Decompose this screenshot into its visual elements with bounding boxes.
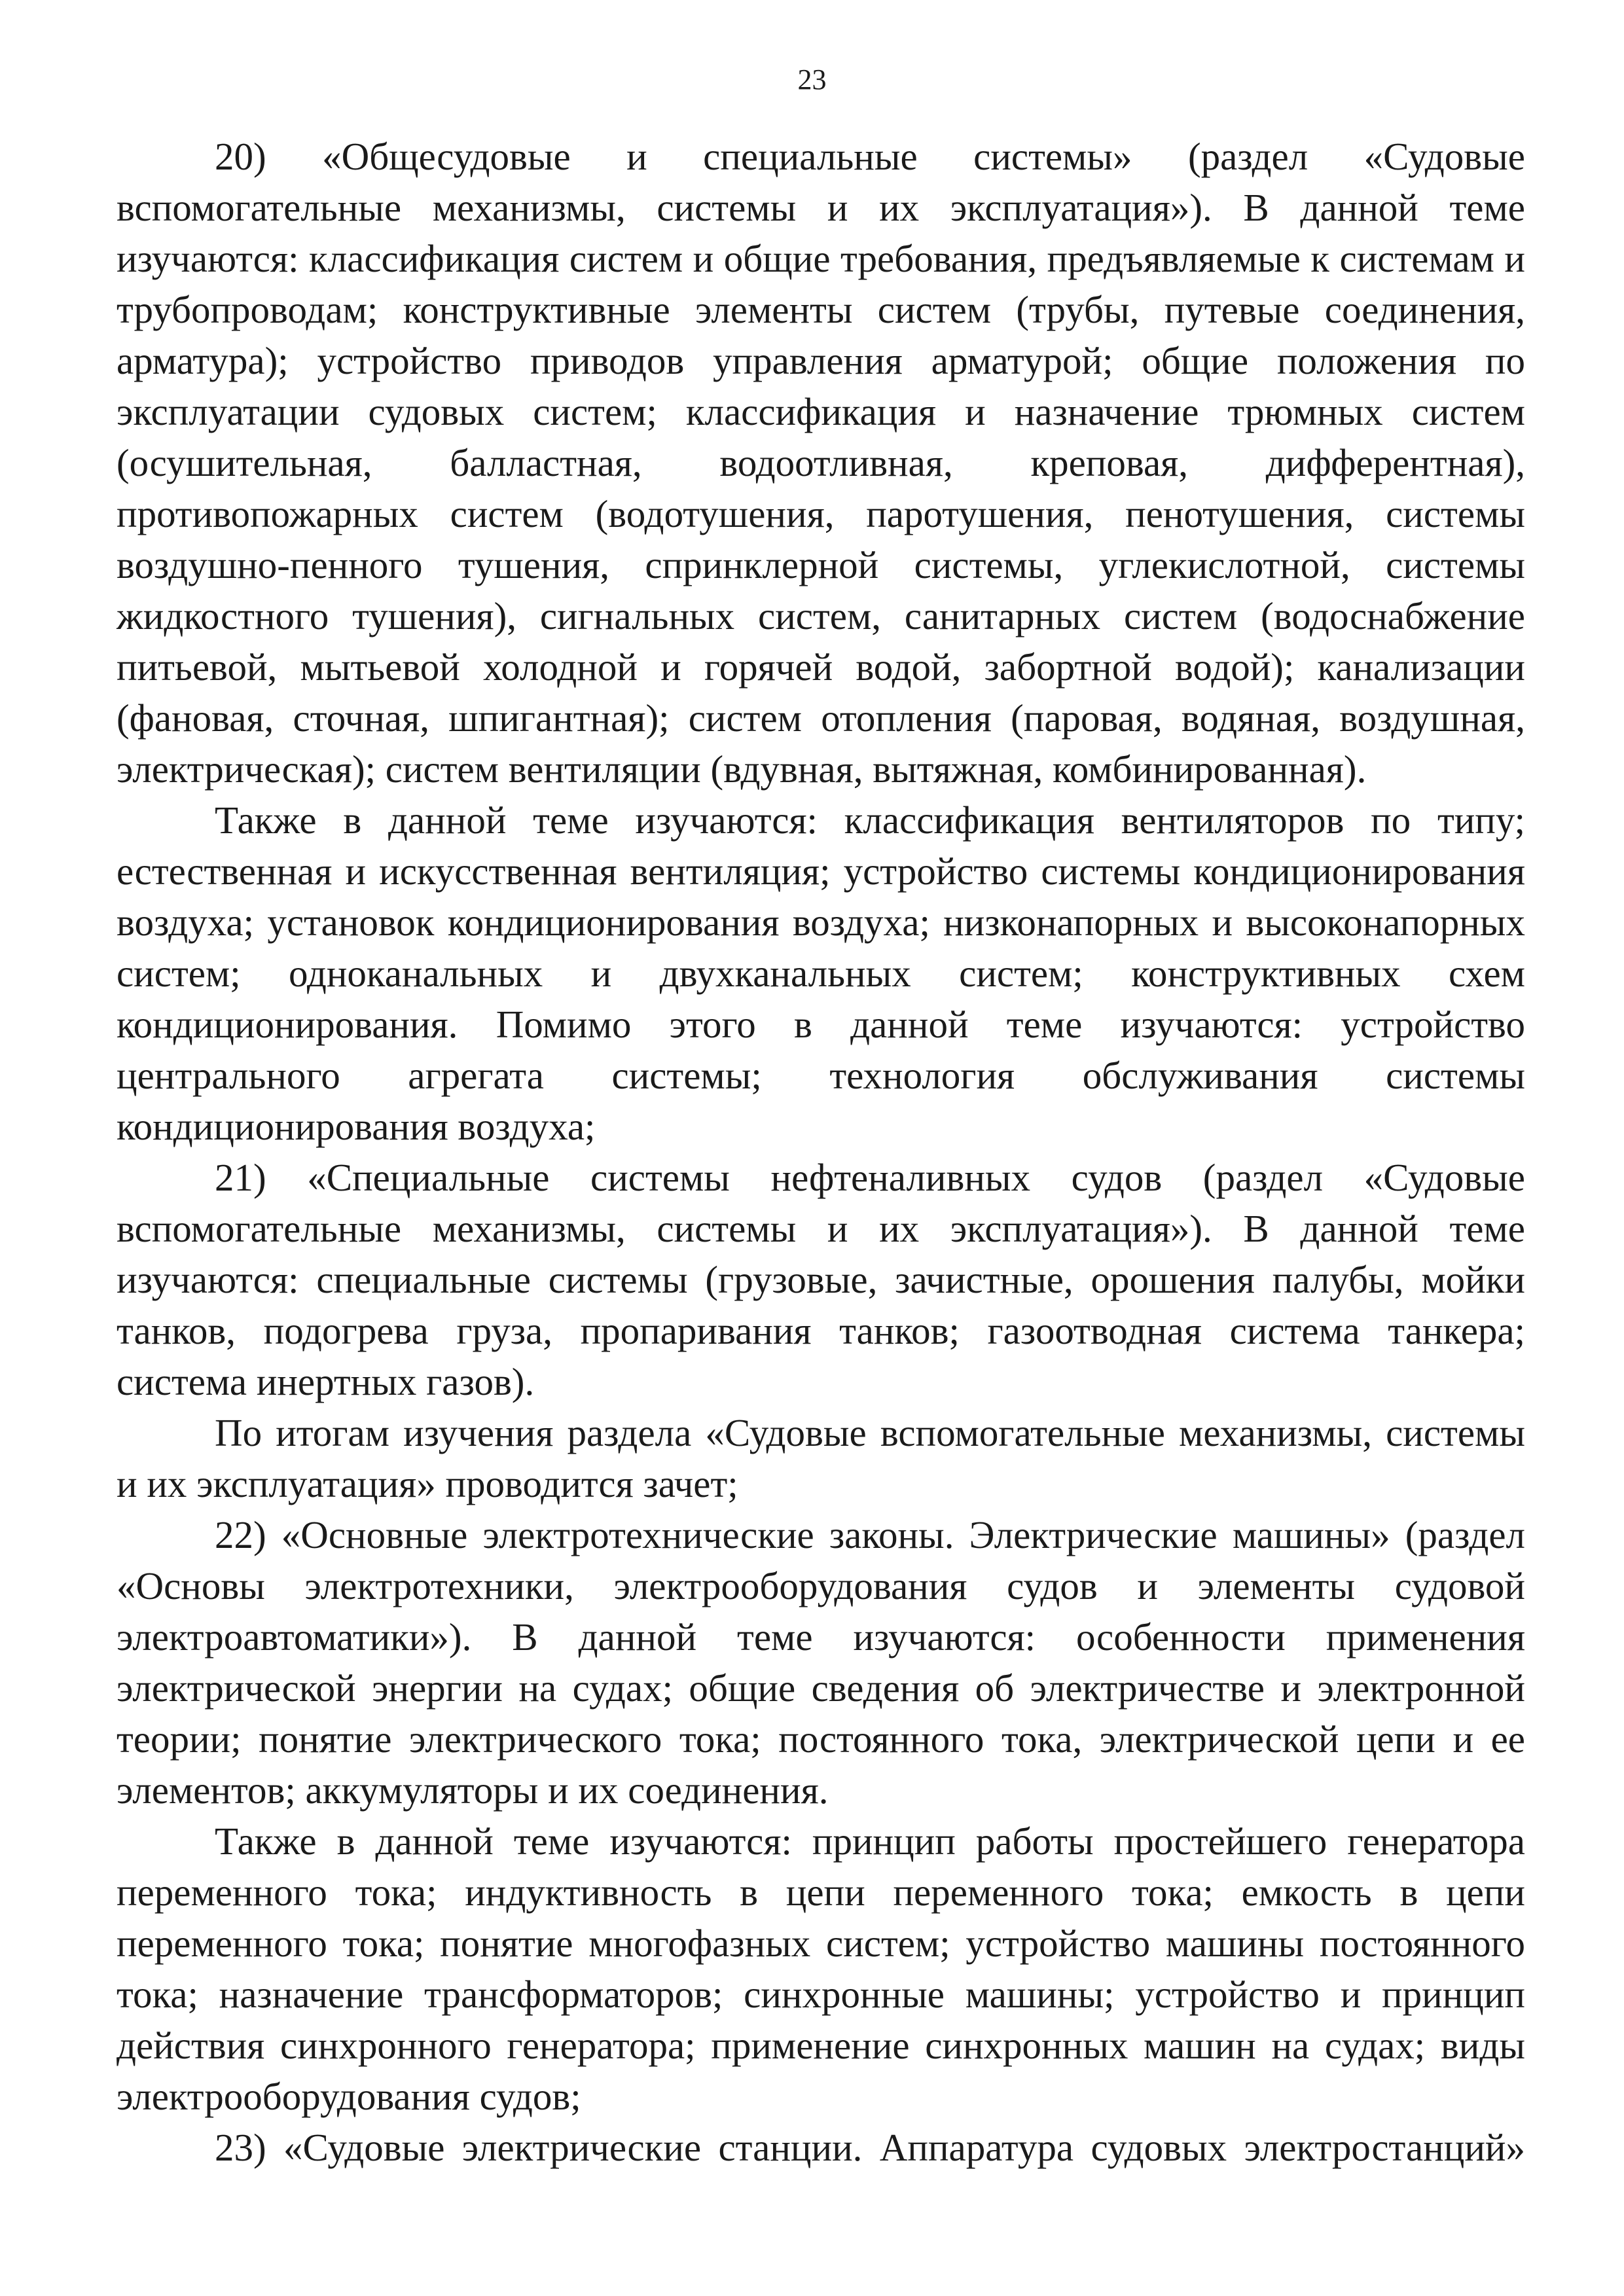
- paragraph-item-22: 22) «Основные электротехнические законы. Электрические машины» (раздел «Основы электротехники, электрооборудования судов и элементы судовой электроавтоматики»). В данной теме изучаются: особенности применения электрической энергии на судах; общие сведения об электричестве и электронной теории; понятие электрического тока; постоянного тока, электрической цепи и ее элементов; аккумуляторы и их соединения.: [117, 1513, 1525, 1812]
- page-number: 23: [797, 63, 827, 96]
- paragraph-item-21: 21) «Специальные системы нефтеналивных судов (раздел «Судовые вспомогательные механизмы, системы и их эксплуатация»). В данной теме изучаются: специальные системы (грузовые, зачистные, орошения палубы, мойки танков, подогрева груза, пропаривания танков; газоотводная система танкера; система инертных газов).: [117, 1156, 1525, 1403]
- paragraph-item-23: 23) «Судовые электрические станции. Аппаратура судовых электростанций»: [215, 2126, 1525, 2169]
- document-body: [117, 131, 1525, 2173]
- paragraph-ventilation: Также в данной теме изучаются: классификация вентиляторов по типу; естественная и искусственная вентиляция; устройство системы кондиционирования воздуха; установок кондиционирования воздуха; низконапорных и высоконапорных систем; одноканальных и двухканальных систем; конструктивных схем кондиционирования. Помимо этого в данной теме изучаются: устройство центрального агрегата системы; технология обслуживания системы кондиционирования воздуха;: [117, 798, 1525, 1148]
- paragraph-item-20: 20) «Общесудовые и специальные системы» (раздел «Судовые вспомогательные механизмы, системы и их эксплуатация»). В данной теме изучаются: классификация систем и общие требования, предъявляемые к системам и трубопроводам; конструктивные элементы систем (трубы, путевые соединения, арматура); устройство приводов управления арматурой; общие положения по эксплуатации судовых систем; классификация и назначение трюмных систем (осушительная, балластная, водоотливная, креповая, дифферентная), противопожарных систем (водотушения, паротушения, пенотушения, системы воздушно-пенного тушения, спринклерной системы, углекислотной, системы жидкостного тушения), сигнальных систем, санитарных систем (водоснабжение питьевой, мытьевой холодной и горячей водой, забортной водой); канализации (фановая, сточная, шпигантная); систем отопления (паровая, водяная, воздушная, электрическая); систем вентиляции (вдувная, вытяжная, комбинированная).: [117, 135, 1525, 791]
- paragraph-credit-note: По итогам изучения раздела «Судовые вспомогательные механизмы, системы и их эксплуатация» проводится зачет;: [117, 1411, 1525, 1505]
- paragraph-ac-machines: Также в данной теме изучаются: принцип работы простейшего генератора переменного тока; индуктивность в цепи переменного тока; емкость в цепи переменного тока; понятие многофазных систем; устройство машины постоянного тока; назначение трансформаторов; синхронные машины; устройство и принцип действия синхронного генератора; применение синхронных машин на судах; виды электрооборудования судов;: [117, 1820, 1525, 2118]
